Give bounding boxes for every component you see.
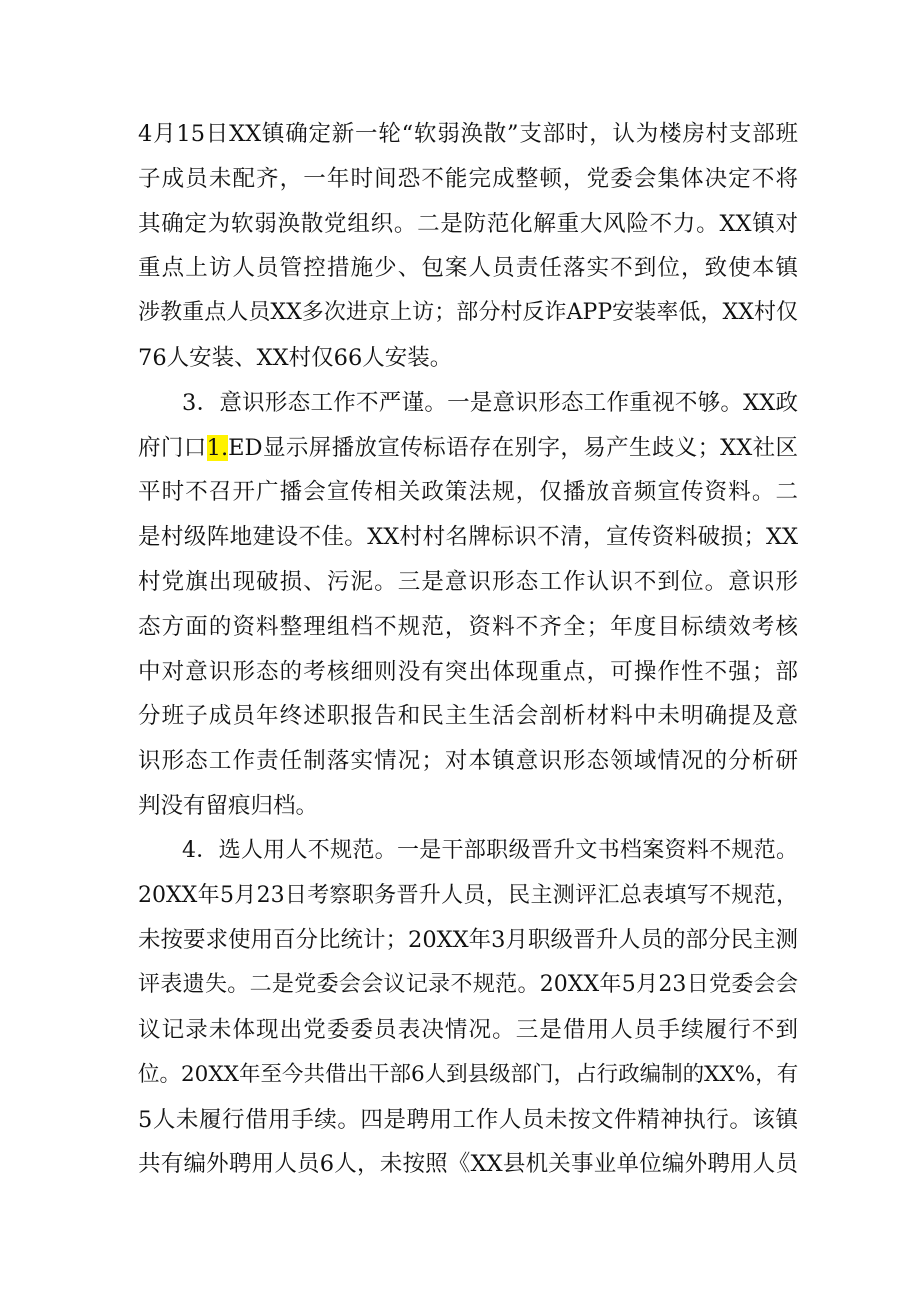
text-line: 是村级阵地建设不佳。XX村村名牌标识不清，宣传资料破损；XX <box>138 524 798 551</box>
text-line: 重点上访人员管控措施少、包案人员责任落实不到位，致使本镇 <box>138 255 798 282</box>
highlight-mark: 1. <box>206 434 229 461</box>
text-line: 判没有留痕归档。 <box>138 792 319 819</box>
text-line: 位。20XX年至今共借出干部6人到县级部门，占行政编制的XX%，有 <box>138 1061 799 1087</box>
text-line: 识形态工作责任制落实情况；对本镇意识形态领域情况的分析研 <box>138 748 798 775</box>
text-line: 涉教重点人员XX多次进京上访；部分村反诈APP安装率低，XX村仅 <box>138 300 798 326</box>
text-line: 76人安装、XX村仅66人安装。 <box>138 344 453 371</box>
text-line: 平时不召开广播会宣传相关政策法规，仅播放音频宣传资料。二 <box>138 479 798 506</box>
text-line: 议记录未体现出党委委员表决情况。三是借用人员手续履行不到 <box>138 1016 798 1043</box>
text-line: 态方面的资料整理组档不规范，资料不齐全；年度目标绩效考核 <box>138 613 798 640</box>
text-line: 子成员未配齐，一年时间恐不能完成整顿，党委会集体决定不将 <box>138 165 798 192</box>
body-text <box>138 112 798 1187</box>
text-line: 其确定为软弱涣散党组织。二是防范化解重大风险不力。XX镇对 <box>138 210 798 237</box>
text-line: 20XX年5月23日考察职务晋升人员，民主测评汇总表填写不规范， <box>138 882 798 908</box>
text-line: 4月15日XX镇确定新一轮“软弱涣散”支部时，认为楼房村支部班 <box>138 121 798 147</box>
text-fragment: ED显示屏播放宣传标语存在别字，易产生歧义；XX社区 <box>228 434 798 461</box>
text-line-with-highlight <box>138 426 798 471</box>
section-4-heading-line: 4．选人用人不规范。一是干部职级晋升文书档案资料不规范。 <box>182 837 798 863</box>
text-line: 评表遗失。二是党委会会议记录不规范。20XX年5月23日党委会会 <box>138 972 798 998</box>
text-line: 村党旗出现破损、污泥。三是意识形态工作认识不到位。意识形 <box>138 568 798 595</box>
section-3-heading-line: 3．意识形态工作不严谨。一是意识形态工作重视不够。XX政 <box>182 389 798 416</box>
text-line: 5人未履行借用手续。四是聘用工作人员未按文件精神执行。该镇 <box>138 1106 798 1133</box>
text-fragment: 府门口 <box>138 434 207 461</box>
text-line: 共有编外聘用人员6人，未按照《XX县机关事业单位编外聘用人员 <box>138 1151 798 1178</box>
text-line: 未按要求使用百分比统计；20XX年3月职级晋升人员的部分民主测 <box>138 927 798 954</box>
text-line: 中对意识形态的考核细则没有突出体现重点，可操作性不强；部 <box>138 658 798 685</box>
text-line: 分班子成员年终述职报告和民主生活会剖析材料中未明确提及意 <box>138 703 798 730</box>
